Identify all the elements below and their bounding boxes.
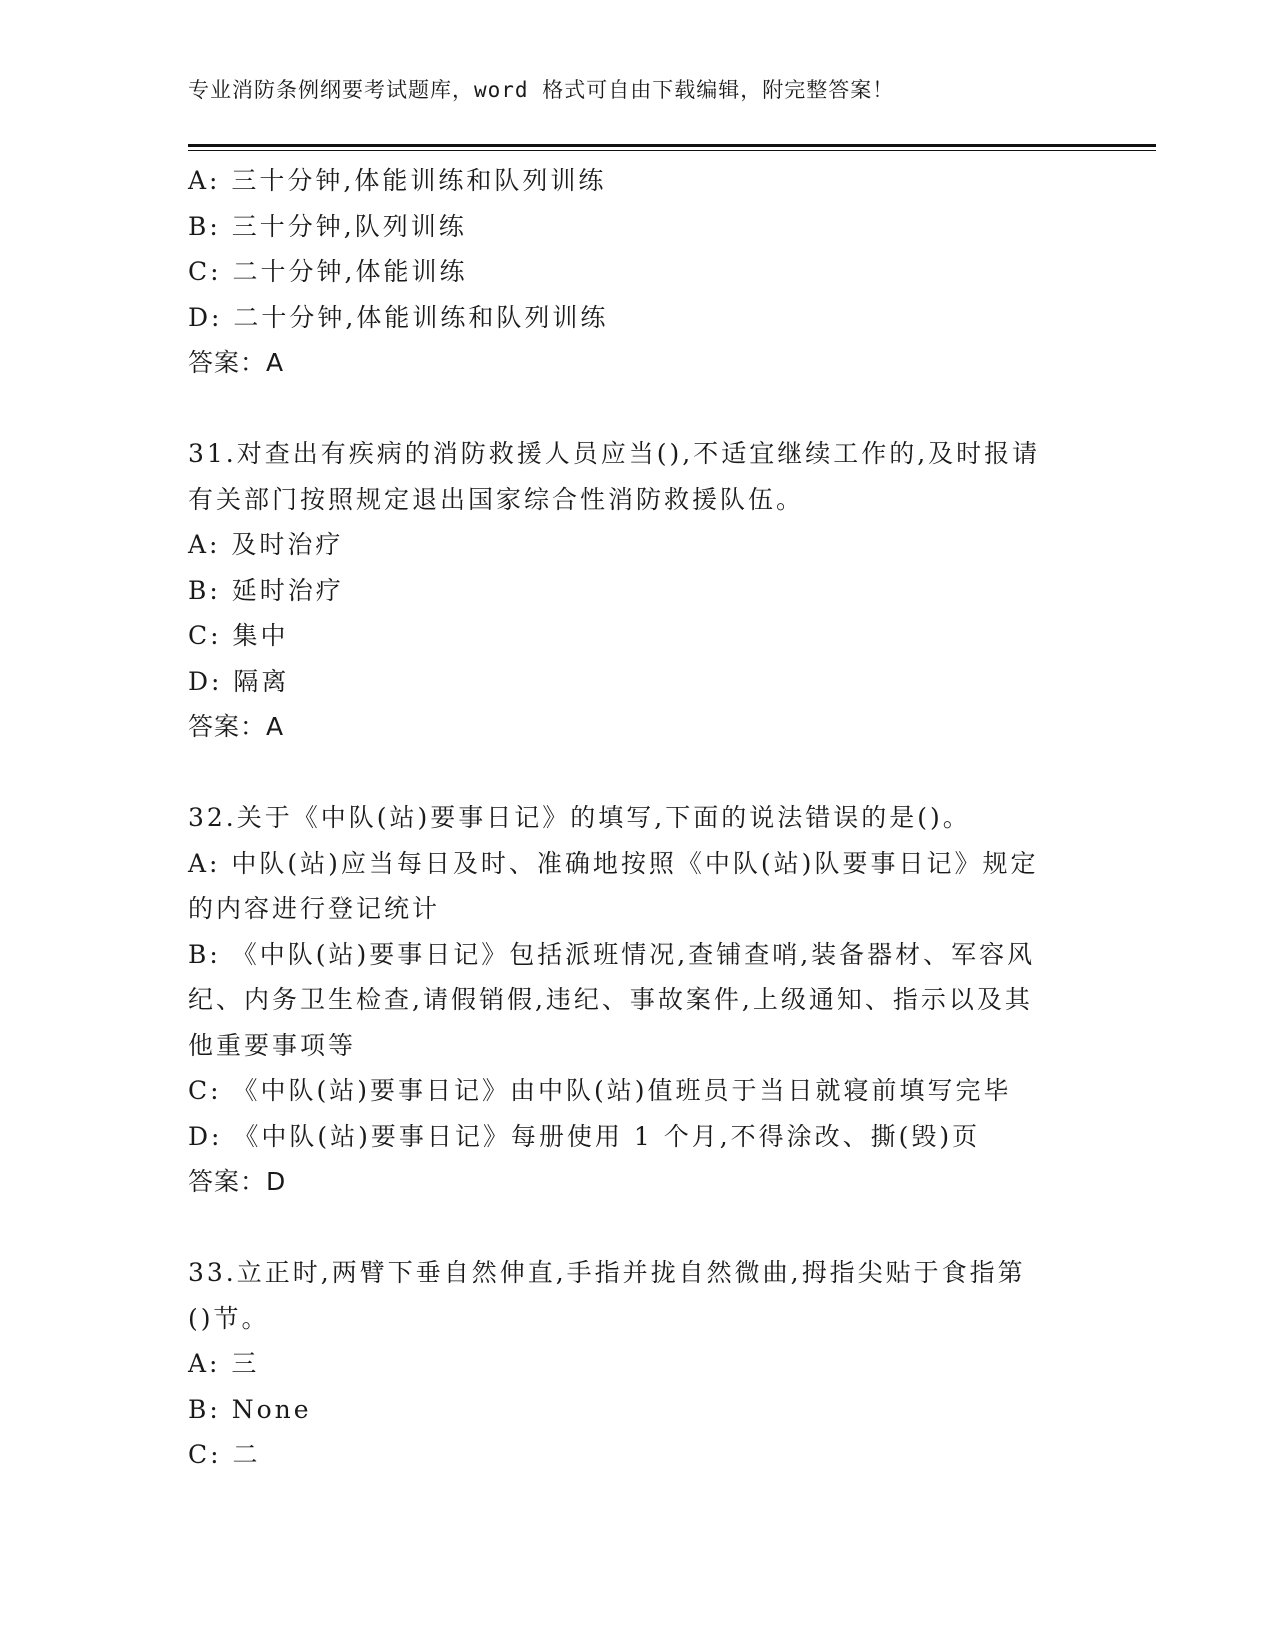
- option-c: C: 《中队(站)要事日记》由中队(站)值班员于当日就寝前填写完毕: [188, 1076, 1012, 1105]
- option-a: A: 及时治疗: [188, 530, 344, 559]
- page-header: 专业消防条例纲要考试题库，word 格式可自由下载编辑，附完整答案！: [188, 78, 895, 102]
- option-c: C: 集中: [188, 621, 289, 650]
- question-stem-line: 有关部门按照规定退出国家综合性消防救援队伍。: [188, 484, 805, 514]
- option-b: B: 三十分钟,队列训练: [188, 211, 467, 241]
- option-a: A: 三十分钟,体能训练和队列训练: [188, 166, 607, 195]
- option-c: C: 二十分钟,体能训练: [188, 257, 468, 286]
- answer-line: 答案：D: [188, 1167, 287, 1196]
- option-d: D: 二十分钟,体能训练和队列训练: [188, 302, 609, 332]
- option-b: B: None: [188, 1394, 312, 1424]
- question-stem-line: ()节。: [188, 1303, 270, 1333]
- spacer: [188, 1205, 1088, 1251]
- option-b: B: 延时治疗: [188, 575, 344, 605]
- option-d: D: 隔离: [188, 666, 290, 696]
- answer-line: 答案：A: [188, 712, 285, 741]
- header-rule-thick: [188, 144, 1156, 147]
- answer-line: 答案：A: [188, 348, 285, 377]
- option-b-line: B: 《中队(站)要事日记》包括派班情况,查铺查哨,装备器材、军容风: [188, 939, 1036, 969]
- option-d: D: 《中队(站)要事日记》每册使用 1 个月,不得涂改、撕(毁)页: [188, 1121, 981, 1151]
- question-stem-line: 33.立正时,两臂下垂自然伸直,手指并拢自然微曲,拇指尖贴于食指第: [188, 1258, 1026, 1287]
- question-stem-line: 31.对查出有疾病的消防救援人员应当(),不适宜继续工作的,及时报请: [188, 439, 1041, 468]
- question-stem: 32.关于《中队(站)要事日记》的填写,下面的说法错误的是()。: [188, 803, 971, 832]
- question-33: [188, 1250, 1088, 1478]
- spacer: [188, 386, 1088, 432]
- question-content: [188, 158, 1088, 1478]
- option-b-line: 他重要事项等: [188, 1030, 357, 1060]
- question-31: [188, 431, 1088, 750]
- option-a: A: 三: [188, 1349, 260, 1378]
- option-a-line: 的内容进行登记统计: [188, 894, 441, 923]
- option-b-line: 纪、内务卫生检查,请假销假,违纪、事故案件,上级通知、指示以及其: [188, 985, 1033, 1014]
- option-a-line: A: 中队(站)应当每日及时、准确地按照《中队(站)队要事日记》规定: [188, 848, 1039, 878]
- header-rule-thin: [188, 150, 1156, 151]
- spacer: [188, 750, 1088, 796]
- question-32: [188, 795, 1088, 1205]
- option-c: C: 二: [188, 1440, 261, 1469]
- question-30: [188, 158, 1088, 386]
